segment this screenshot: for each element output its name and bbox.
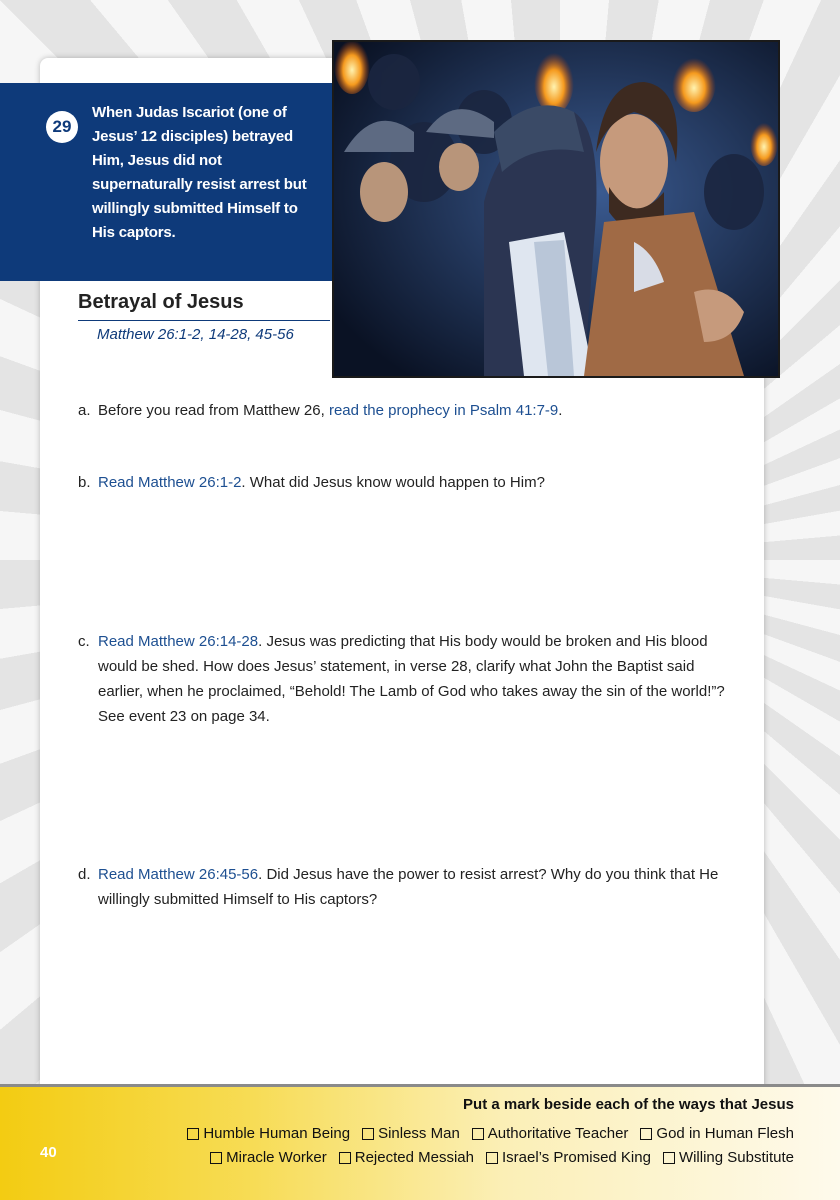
checkbox[interactable] <box>187 1128 199 1140</box>
footer-divider <box>0 1084 840 1087</box>
question-text: . What did Jesus know would happen to Him? <box>241 474 545 491</box>
checkbox[interactable] <box>362 1128 374 1140</box>
checkbox[interactable] <box>472 1128 484 1140</box>
checkbox[interactable] <box>663 1152 675 1164</box>
checklist-label: Authoritative Teacher <box>487 1125 629 1142</box>
section-title: Betrayal of Jesus <box>78 291 244 313</box>
checkbox[interactable] <box>640 1128 652 1140</box>
question-letter: c. <box>78 633 90 650</box>
checklist-item[interactable] <box>187 1125 350 1142</box>
question-letter: d. <box>78 866 91 883</box>
checklist-label: Willing Substitute <box>678 1149 794 1166</box>
event-number-badge: 29 <box>46 111 78 143</box>
matthew-26-14-28-link[interactable]: Read Matthew 26:14-28 <box>98 633 259 650</box>
question-d <box>78 862 728 912</box>
checklist-item[interactable] <box>640 1125 794 1142</box>
question-text: . <box>558 402 563 419</box>
checklist-item[interactable] <box>339 1149 474 1166</box>
checklist-item[interactable] <box>362 1125 460 1142</box>
question-letter: a. <box>78 402 91 419</box>
psalm-41-link[interactable]: read the prophecy in Psalm 41:7-9 <box>328 402 559 419</box>
checkbox[interactable] <box>210 1152 222 1164</box>
question-c <box>78 629 728 729</box>
checklist-label: Miracle Worker <box>226 1149 327 1166</box>
question-prefix: Before you read from Matthew 26, <box>98 402 329 419</box>
checklist-label: Sinless Man <box>378 1125 460 1142</box>
section-reference: Matthew 26:1-2, 14-28, 45-56 <box>97 326 294 343</box>
checklist-label: Humble Human Being <box>203 1125 351 1142</box>
page-number: 40 <box>40 1144 57 1161</box>
question-text: . Jesus was predicting that His body would be broken and His blood would be shed. How does Jesus’ statement, in verse 28, clarify what John the Baptist said earlier, when he proclaimed, “Behold! The Lamb of God who takes away the sin of the world!”? See event 23 on page 34. <box>98 633 725 725</box>
checkbox[interactable] <box>339 1152 351 1164</box>
section-divider <box>78 320 330 321</box>
checklist-label: God in Human Flesh <box>656 1125 794 1142</box>
checkbox[interactable] <box>486 1152 498 1164</box>
checklist-row-1 <box>74 1125 794 1142</box>
checklist-item[interactable] <box>486 1149 651 1166</box>
question-text: . Did Jesus have the power to resist arrest? Why do you think that He willingly submitted Himself to His captors? <box>98 866 719 908</box>
question-letter: b. <box>78 474 91 491</box>
checklist-item[interactable] <box>472 1125 629 1142</box>
checklist-label: Israel’s Promised King <box>501 1149 651 1166</box>
question-b <box>78 470 728 495</box>
matthew-26-1-2-link[interactable]: Read Matthew 26:1-2 <box>98 474 242 491</box>
checklist-row-2 <box>74 1149 794 1166</box>
checklist-item[interactable] <box>663 1149 794 1166</box>
event-summary: When Judas Iscariot (one of Jesus’ 12 disciples) betrayed Him, Jesus did not supernaturally resist arrest but willingly submitted Himself to His captors. <box>92 104 307 241</box>
betrayal-illustration <box>332 40 780 378</box>
checklist-item[interactable] <box>210 1149 327 1166</box>
checklist-prompt: Put a mark beside each of the ways that Jesus <box>463 1096 794 1113</box>
matthew-26-45-56-link[interactable]: Read Matthew 26:45-56 <box>98 866 259 883</box>
checklist-label: Rejected Messiah <box>354 1149 474 1166</box>
question-a <box>78 398 728 423</box>
